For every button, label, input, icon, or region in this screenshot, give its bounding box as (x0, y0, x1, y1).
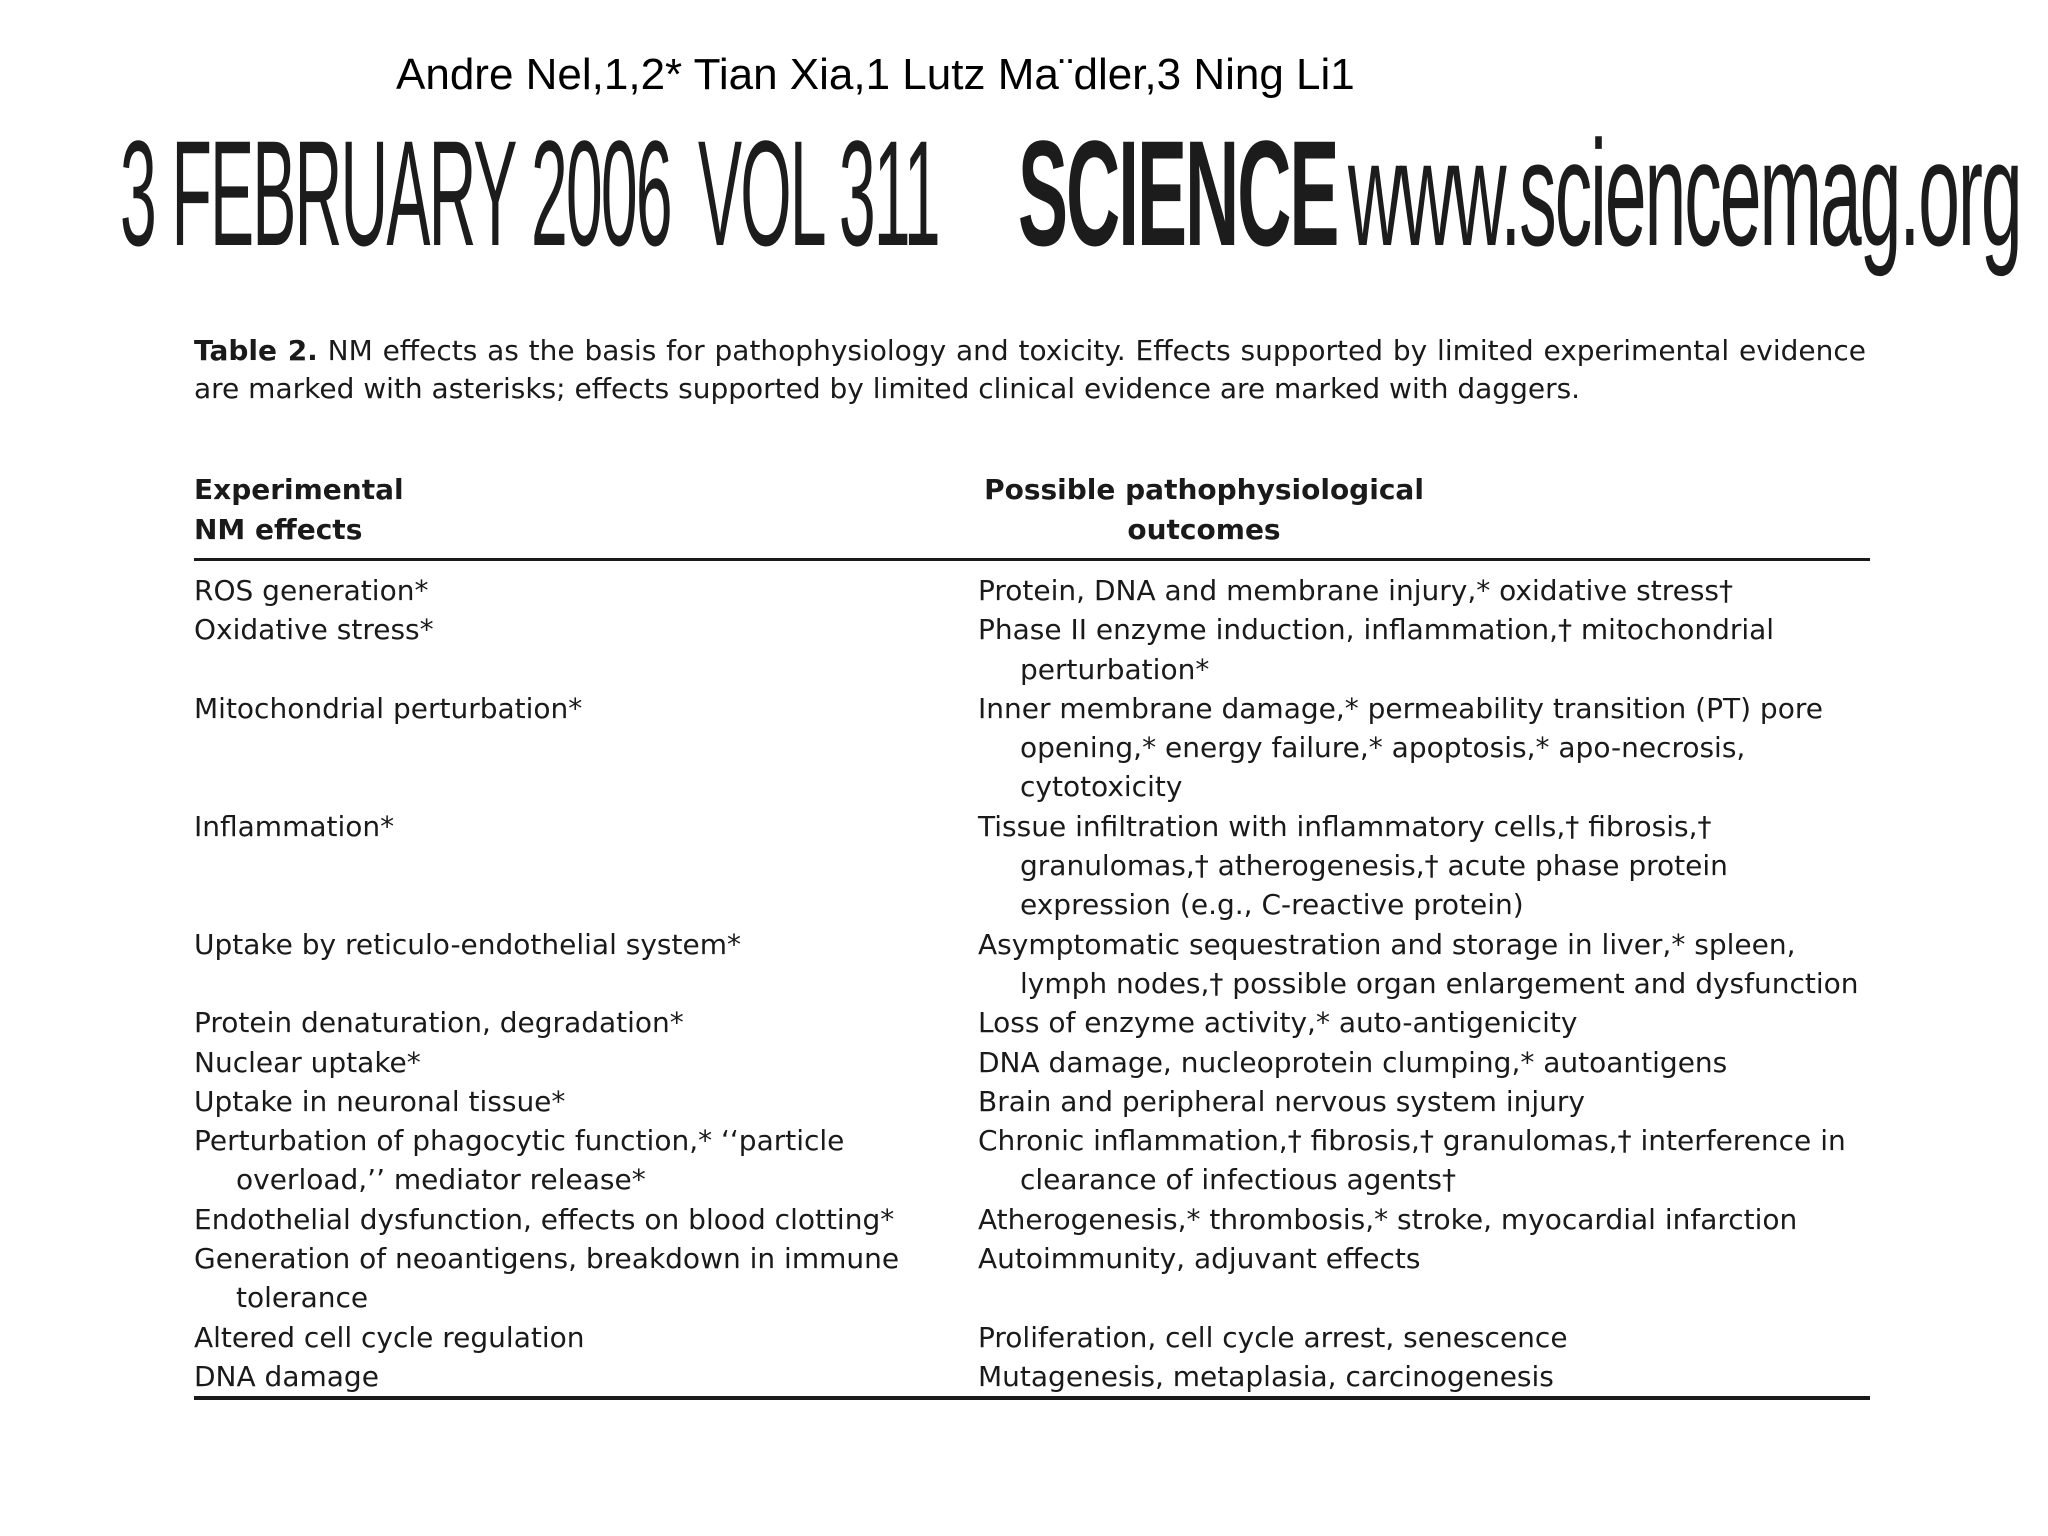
journal-name: SCIENCE (1018, 109, 1338, 277)
table-row (194, 807, 1870, 925)
effects-table (194, 470, 1870, 1400)
effect-cell: Inflammation* (194, 809, 395, 843)
outcome-cell: Tissue infiltration with inflammatory cells,† fibrosis,† granulomas,† atherogenesis,† acute phase protein expression (e.g., C-reactive protein) (978, 809, 1728, 922)
outcome-cell: DNA damage, nucleoprotein clumping,* autoantigens (978, 1045, 1728, 1079)
journal-volume: VOL 311 (698, 109, 939, 277)
outcome-cell: Protein, DNA and membrane injury,* oxidative stress† (978, 574, 1733, 607)
effect-cell: Nuclear uptake* (194, 1045, 421, 1079)
outcome-cell: Brain and peripheral nervous system injury (978, 1084, 1585, 1118)
header-pathophysiological-outcomes (924, 470, 1484, 550)
table-row (194, 571, 1870, 610)
outcome-cell: Atherogenesis,* thrombosis,* stroke, myocardial infarction (978, 1202, 1798, 1236)
caption-label: Table 2. (194, 334, 318, 367)
effect-cell: Perturbation of phagocytic function,* ‘‘particle overload,’’ mediator release* (194, 1124, 845, 1197)
outcome-cell: Asymptomatic sequestration and storage in liver,* spleen, lymph nodes,† possible organ enlargement and dysfunction (978, 927, 1859, 1000)
effect-cell: ROS generation* (194, 574, 429, 607)
caption-text: NM effects as the basis for pathophysiology and toxicity. Effects supported by limited experimental evidence are marked with asterisks; effects supported by limited clinical evidence are marked with daggers. (194, 334, 1866, 405)
header-right-line2: outcomes (1127, 513, 1281, 546)
effect-cell: Mitochondrial perturbation* (194, 691, 583, 725)
table-row (194, 925, 1870, 1004)
table-body (194, 561, 1870, 1400)
outcome-cell: Phase II enzyme induction, inflammation,† mitochondrial perturbation* (978, 613, 1775, 686)
table-row (194, 1043, 1870, 1082)
table-row (194, 1239, 1870, 1318)
effect-cell: Endothelial dysfunction, effects on blood clotting* (194, 1202, 895, 1236)
effect-cell: Oxidative stress* (194, 613, 434, 647)
table-row (194, 1318, 1870, 1357)
header-right-line1: Possible pathophysiological (984, 473, 1424, 506)
author-line: Andre Nel,1,2* Tian Xia,1 Lutz Ma¨dler,3 Ning Li1 (396, 50, 1355, 99)
table-header (194, 470, 1870, 561)
table-caption (194, 332, 1866, 408)
effect-cell: DNA damage (194, 1359, 379, 1393)
effect-cell: Altered cell cycle regulation (194, 1320, 585, 1354)
table-row (194, 1121, 1870, 1200)
outcome-cell: Proliferation, cell cycle arrest, senescence (978, 1320, 1568, 1354)
journal-url: www.sciencemag.org (1348, 109, 2021, 277)
outcome-cell: Loss of enzyme activity,* auto-antigenicity (978, 1006, 1578, 1040)
outcome-cell: Mutagenesis, metaplasia, carcinogenesis (978, 1359, 1554, 1393)
effect-cell: Uptake in neuronal tissue* (194, 1084, 566, 1118)
outcome-cell: Autoimmunity, adjuvant effects (978, 1242, 1421, 1276)
effect-cell: Protein denaturation, degradation* (194, 1006, 684, 1040)
table-row (194, 1357, 1870, 1396)
table-row (194, 1003, 1870, 1042)
outcome-cell: Chronic inflammation,† fibrosis,† granulomas,† interference in clearance of infectious agents† (978, 1124, 1846, 1197)
table-row (194, 689, 1870, 807)
outcome-cell: Inner membrane damage,* permeability transition (PT) pore opening,* energy failure,* apoptosis,* apo-necrosis, cytotoxicity (978, 691, 1823, 804)
table-row (194, 1082, 1870, 1121)
header-left-line2: NM effects (194, 513, 363, 546)
effect-cell: Generation of neoantigens, breakdown in immune tolerance (194, 1242, 900, 1315)
header-experimental-effects (194, 470, 794, 550)
header-left-line1: Experimental (194, 473, 404, 506)
table-row (194, 1200, 1870, 1239)
journal-date: 3 FEBRUARY 2006 (120, 109, 671, 277)
table-row (194, 610, 1870, 689)
effect-cell: Uptake by reticulo-endothelial system* (194, 927, 741, 961)
journal-header (120, 109, 2021, 278)
